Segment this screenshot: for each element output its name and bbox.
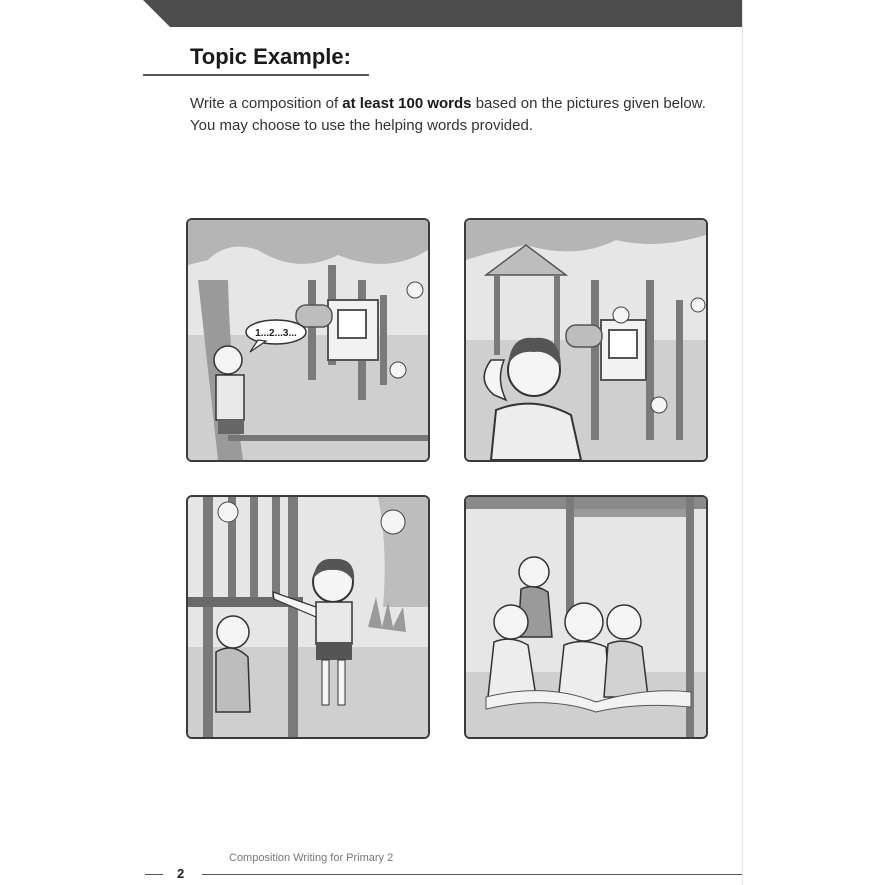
footer-left-rule [145, 874, 163, 875]
page-number: 2 [177, 866, 185, 881]
children-laughing-illustration [466, 497, 706, 737]
page-heading: Topic Example: [190, 44, 351, 69]
footer-rule [202, 874, 742, 875]
girl-finds-boy-illustration [188, 497, 428, 737]
speech-bubble-text: 1...2...3... [255, 328, 297, 339]
picture-panel-2 [464, 218, 708, 462]
top-header-band [0, 0, 885, 27]
instructions-text-start: Write a composition of [190, 95, 343, 112]
girl-searching-illustration [466, 220, 706, 460]
picture-panel-4 [464, 495, 708, 739]
instructions-emphasis: at least 100 words [342, 95, 472, 112]
page-edge [742, 0, 743, 885]
picture-panel-3 [186, 495, 430, 739]
playground-counting-illustration [188, 220, 428, 460]
picture-panel-1 [186, 218, 430, 462]
footer-book-title: Composition Writing for Primary 2 [229, 852, 394, 864]
instructions-text-end: based on the pictures given below. You may choose to use the helping words provided. [190, 95, 706, 134]
heading-underline [143, 74, 369, 76]
instructions [190, 93, 730, 137]
